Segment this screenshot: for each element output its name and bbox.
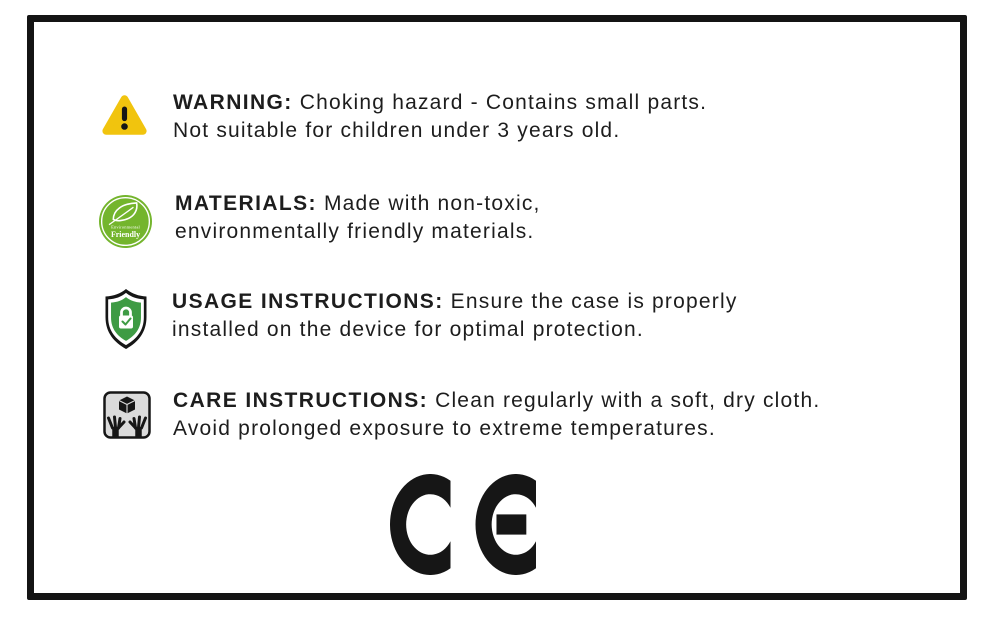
ce-letter-c — [390, 474, 450, 575]
materials-label: MATERIALS: — [175, 192, 317, 215]
materials-notice — [175, 190, 541, 246]
eco-friendly-badge-icon — [99, 195, 152, 248]
care-line1: Clean regularly with a soft, dry cloth. — [435, 389, 821, 412]
warning-notice — [173, 89, 707, 145]
usage-label: USAGE INSTRUCTIONS: — [172, 290, 444, 313]
usage-notice — [172, 288, 738, 344]
care-label: CARE INSTRUCTIONS: — [173, 389, 429, 412]
care-notice — [173, 387, 820, 443]
warning-label: WARNING: — [173, 91, 293, 114]
ce-letter-e — [476, 474, 536, 575]
materials-line1: Made with non-toxic, — [323, 192, 541, 215]
usage-line2: installed on the device for optimal protection. — [172, 318, 644, 341]
eco-badge-small-text: Environmental — [111, 224, 140, 230]
shield-lock-icon — [101, 287, 151, 351]
usage-line1: Ensure the case is properly — [450, 290, 738, 313]
warning-line1: Choking hazard - Contains small parts. — [299, 91, 708, 114]
care-line2: Avoid prolonged exposure to extreme temperatures. — [173, 417, 716, 440]
warning-triangle-icon — [101, 93, 148, 137]
materials-line2: environmentally friendly materials. — [175, 220, 535, 243]
eco-badge-big-text: Friendly — [110, 229, 141, 239]
warning-line2: Not suitable for children under 3 years old. — [173, 119, 621, 142]
ce-mark-icon — [390, 474, 536, 575]
handle-with-care-icon — [102, 390, 152, 440]
